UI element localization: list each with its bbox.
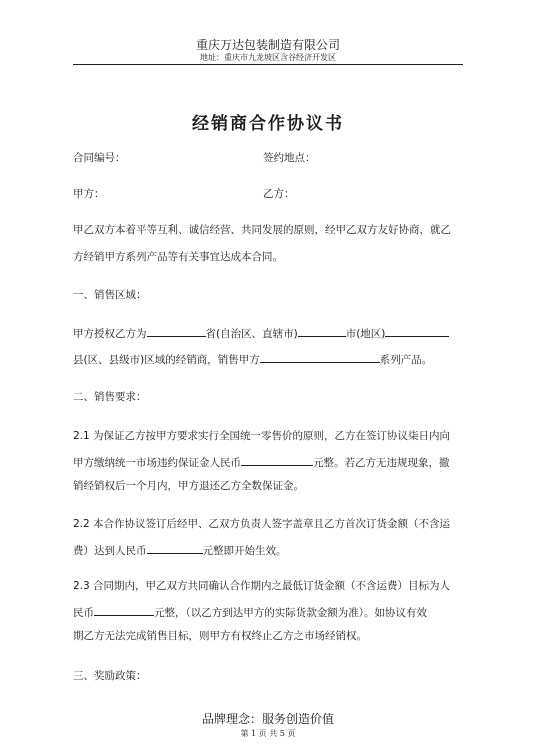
province-blank	[147, 325, 206, 337]
clause-2-2-text-b: 元整即开始生效。	[202, 545, 287, 557]
intro-line-1: 甲乙双方本着平等互利、诚信经营、共同发展的原则，经甲乙双方友好协商，就乙	[73, 224, 451, 236]
sales-region-line-1	[73, 325, 449, 342]
contract-number-label: 合同编号：	[73, 152, 126, 164]
page-number: 第 1 页 共 5 页	[240, 729, 296, 738]
sales-region-line-2	[73, 351, 432, 368]
sales-region-text-e: 系列产品。	[379, 354, 433, 366]
company-name: 重庆万达包装制造有限公司	[195, 38, 340, 52]
clause-2-3-line-3: 期乙方无法完成销售目标，则甲方有权终止乙方之市场经销权。	[73, 630, 367, 642]
footer-slogan: 品牌理念：服务创造价值	[201, 712, 334, 726]
clause-2-3-text-a: 民币	[73, 607, 94, 619]
intro-line-2: 方经销甲方系列产品等有关事宜达成本合同。	[73, 251, 283, 263]
company-address: 地址：重庆市九龙坡区含谷经济开发区	[200, 53, 336, 62]
header-divider	[73, 64, 463, 65]
product-series-blank	[260, 351, 380, 363]
party-b-label: 乙方：	[263, 188, 295, 200]
first-order-amount-blank	[147, 542, 203, 554]
clause-2-1-text-b: 元整。若乙方无违规现象，撤	[313, 457, 450, 469]
section-1-heading: 一、销售区域：	[73, 289, 147, 301]
city-blank	[298, 325, 346, 337]
party-a-label: 甲方：	[73, 188, 105, 200]
document-title: 经销商合作协议书	[192, 114, 344, 134]
section-3-heading: 三、奖励政策：	[73, 670, 147, 682]
sales-region-text-a: 甲方授权乙方为	[73, 328, 147, 340]
deposit-amount-blank	[241, 454, 313, 466]
clause-2-3-line-2	[73, 604, 427, 621]
minimum-order-amount-blank	[94, 604, 154, 616]
clause-2-2-line-1: 2.2 本合作协议签订后经甲、乙双方负责人签字盖章且乙方首次订货金额（不含运	[73, 518, 451, 530]
clause-2-2-line-2	[73, 542, 287, 559]
section-2-heading: 二、销售要求：	[73, 391, 147, 403]
clause-2-3-line-1: 2.3 合同期内，甲乙双方共同确认合作期内之最低订货金额（不含运费）目标为人	[73, 580, 451, 592]
signing-place-label: 签约地点：	[263, 152, 316, 164]
clause-2-1-text-a: 甲方缴纳统一市场违约保证金人民币	[73, 457, 241, 469]
clause-2-1-line-2	[73, 454, 450, 471]
clause-2-2-text-a: 费）达到人民币	[73, 545, 147, 557]
sales-region-text-b: 省(自治区、直辖市)	[205, 328, 298, 340]
clause-2-1-line-1: 2.1 为保证乙方按甲方要求实行全国统一零售价的原则，乙方在签订协议柒日内向	[73, 430, 451, 442]
sales-region-text-c: 市(地区)	[345, 328, 386, 340]
sales-region-text-d: 县(区、县级市)区域的经销商，销售甲方	[73, 354, 260, 366]
clause-2-1-line-3: 销经销权后一个月内，甲方退还乙方全数保证金。	[73, 480, 304, 492]
clause-2-3-text-b: 元整，（以乙方到达甲方的实际货款金额为准）。如协议有效	[154, 607, 427, 619]
district-blank	[385, 325, 449, 337]
